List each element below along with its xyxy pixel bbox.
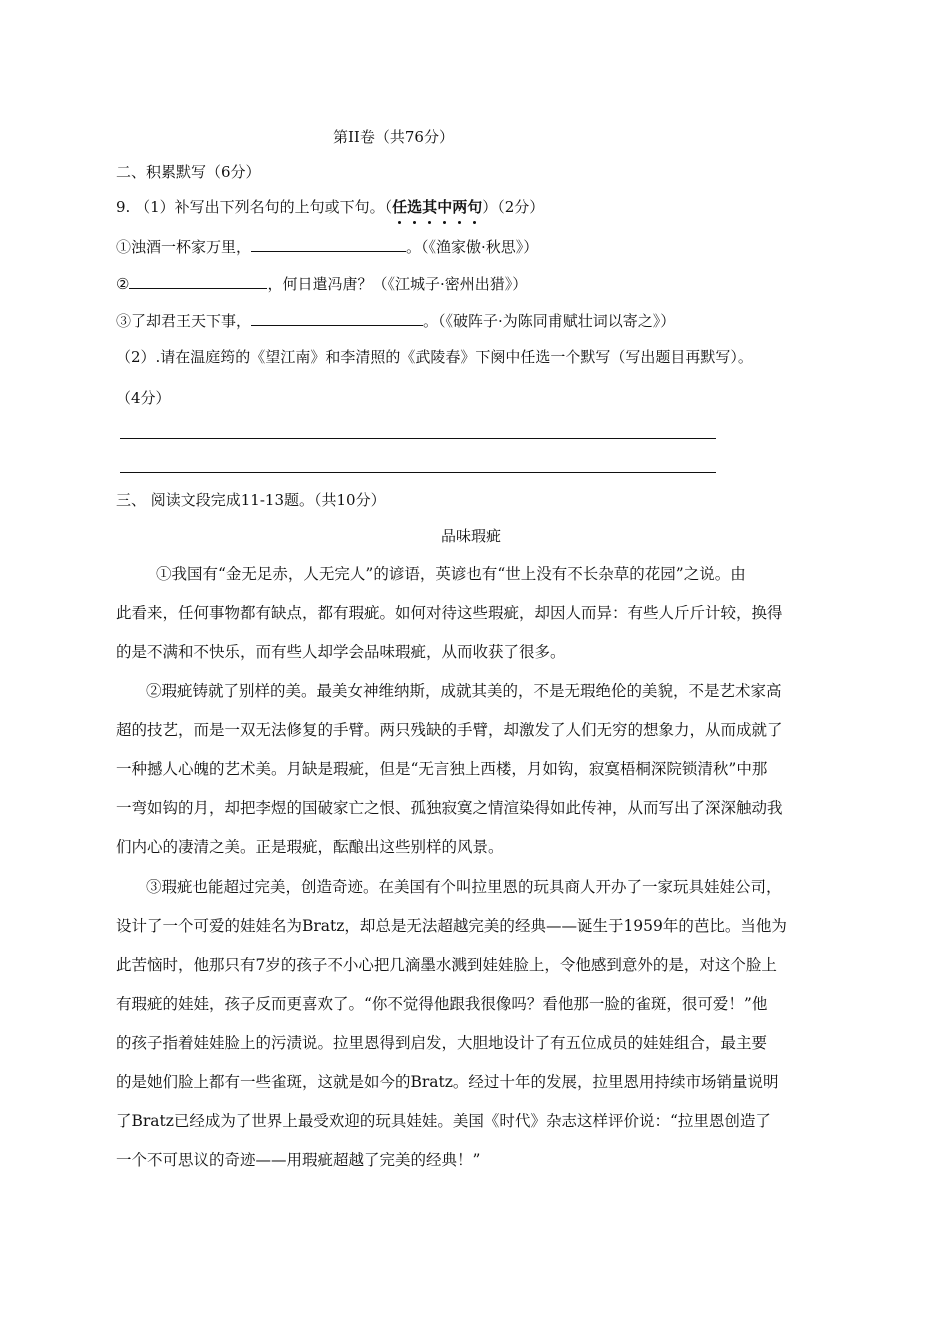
item-num: ③ [116, 312, 132, 330]
answer-line-1[interactable] [120, 438, 716, 439]
part3-heading: 三、 阅读文段完成11-13题。（共10分） [116, 491, 386, 509]
fill-item-2 [116, 274, 527, 294]
paragraph-line: 一弯如钩的月，却把李煜的国破家亡之恨、孤独寂寞之情渲染得如此传神，从而写出了深深触动我 [116, 799, 783, 817]
answer-blank[interactable] [251, 237, 406, 252]
paragraph-line: 一种撼人心魄的艺术美。月缺是瑕疵，但是“无言独上西楼，月如钩，寂寞梧桐深院锁清秋”中那 [116, 760, 768, 778]
part2-heading: 二、积累默写（6分） [116, 163, 261, 181]
emphasis-char: 两 [452, 198, 468, 216]
paragraph-line: 的孩子指着娃娃脸上的污渍说。拉里恩得到启发，大胆地设计了有五位成员的娃娃组合，最主要 [116, 1034, 768, 1052]
emphasis-char: 中 [437, 198, 453, 216]
paragraph-line: 的是不满和不快乐，而有些人却学会品味瑕疵，从而收获了很多。 [116, 643, 566, 661]
section-title: 第II卷（共76分） [333, 128, 454, 146]
fill-item-1 [116, 237, 538, 257]
item-after: 。（《渔家傲·秋思》） [406, 238, 539, 256]
emphasis-char: 任 [392, 198, 408, 216]
q9-paren-close: ） [482, 198, 498, 216]
article-paragraph-2 [116, 672, 836, 867]
paragraph-line: 一个不可思议的奇迹——用瑕疵超越了完美的经典！” [116, 1151, 481, 1169]
emphasis-char: 选 [407, 198, 423, 216]
item-before: 浊酒一杯家万里， [131, 238, 252, 256]
article-paragraph-3 [116, 868, 836, 1180]
answer-line-2[interactable] [120, 472, 716, 473]
article-paragraph-1 [116, 555, 836, 672]
question-9-part2-score: （4分） [116, 389, 171, 407]
article-title: 品味瑕疵 [441, 527, 502, 545]
q9-score: （2分） [497, 198, 545, 216]
paragraph-line: 们内心的凄清之美。正是瑕疵，酝酿出这些别样的风景。 [116, 838, 504, 856]
paragraph-line: ①我国有“金无足赤，人无完人”的谚语，英谚也有“世上没有不长杂草的花园”之说。由 [156, 565, 746, 583]
answer-blank[interactable] [251, 311, 423, 326]
paragraph-line: ③瑕疵也能超过完美，创造奇迹。在美国有个叫拉里恩的玩具商人开办了一家玩具娃娃公司， [146, 878, 782, 896]
paragraph-line: 超的技艺，而是一双无法修复的手臂。两只残缺的手臂，却激发了人们无穷的想象力，从而成就了 [116, 721, 783, 739]
question-9-part2: （2）.请在温庭筠的《望江南》和李清照的《武陵春》下阕中任选一个默写（写出题目再默写）。 [116, 348, 753, 366]
item-num: ② [116, 275, 130, 293]
emphasis-char: 其 [422, 198, 438, 216]
answer-blank[interactable] [129, 274, 267, 289]
paragraph-line: 的是她们脸上都有一些雀斑，这就是如今的Bratz。经过十年的发展，拉里恩用持续市场销量说明 [116, 1073, 779, 1091]
q9-paren-open: （ [384, 198, 393, 216]
paragraph-line: 有瑕疵的娃娃，孩子反而更喜欢了。“你不觉得他跟我很像吗？看他那一脸的雀斑，很可爱！”他 [116, 995, 768, 1013]
item-after: ，何日遣冯唐？（《江城子·密州出猎》） [267, 275, 528, 293]
item-after: 。（《破阵子·为陈同甫赋壮词以寄之》） [423, 312, 676, 330]
item-num: ① [116, 238, 132, 256]
paragraph-line: 设计了一个可爱的娃娃名为Bratz，却总是无法超越完美的经典——诞生于1959年的芭比。当他为 [116, 917, 787, 935]
paragraph-line: 此苦恼时，他那只有7岁的孩子不小心把几滴墨水溅到娃娃脸上，令他感到意外的是，对这个脸上 [116, 956, 777, 974]
paragraph-line: ②瑕疵铸就了别样的美。最美女神维纳斯，成就其美的，不是无瑕绝伦的美貌，不是艺术家高 [146, 682, 782, 700]
q9-intro-text: 9. （1）补写出下列名句的上句或下句。 [116, 198, 385, 216]
question-9-intro [116, 197, 544, 217]
emphasis-char: 句 [467, 198, 483, 216]
paragraph-line: 此看来，任何事物都有缺点，都有瑕疵。如何对待这些瑕疵，却因人而异：有些人斤斤计较，换得 [116, 604, 783, 622]
paragraph-line: 了Bratz已经成为了世界上最受欢迎的玩具娃娃。美国《时代》杂志这样评价说：“拉里恩创造了 [116, 1112, 771, 1130]
fill-item-3 [116, 311, 675, 331]
q9-emphasis [392, 198, 482, 216]
item-before: 了却君王天下事， [131, 312, 252, 330]
